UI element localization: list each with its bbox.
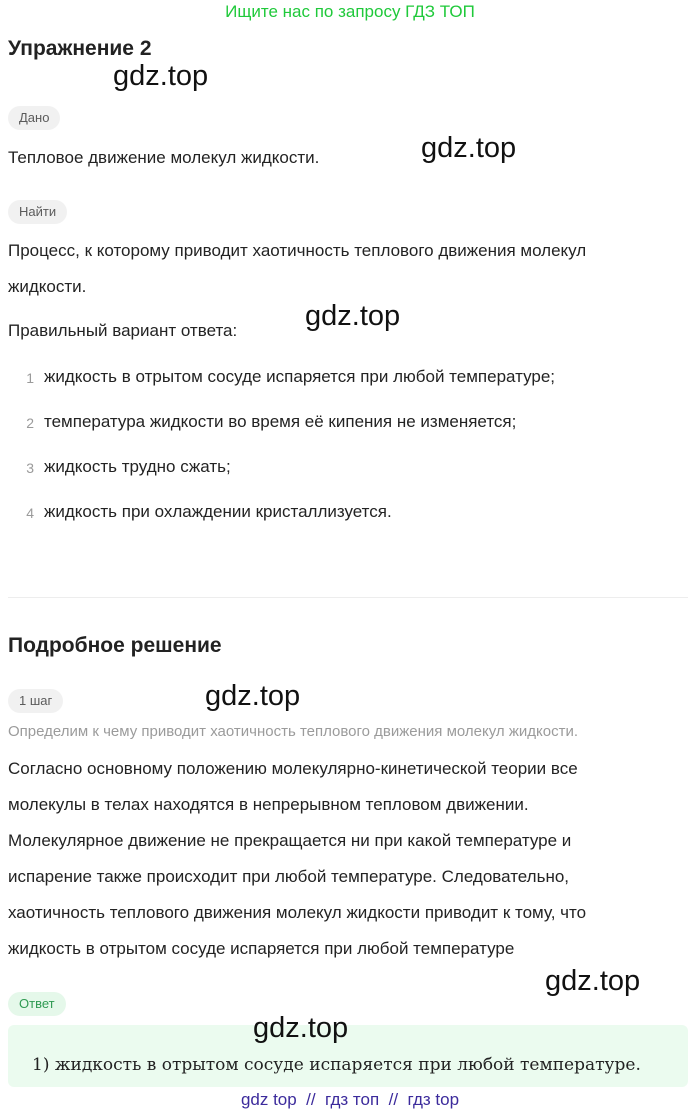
given-text: Тепловое движение молекул жидкости.	[8, 148, 320, 167]
step-hint: Определим к чему приводит хаотичность теплового движения молекул жидкости.	[8, 723, 578, 740]
solution-line: жидкость в отрытом сосуде испаряется при любой температуре	[8, 939, 515, 958]
solution-line: молекулы в телах находятся в непрерывном тепловом движении.	[8, 795, 529, 814]
promo-banner: Ищите нас по запросу ГДЗ ТОП	[225, 2, 475, 21]
answer-badge: Ответ	[8, 992, 66, 1016]
answer-text: 1) жидкость в отрытом сосуде испаряется при любой температуре.	[32, 1055, 641, 1075]
find-text-line-1: Процесс, к которому приводит хаотичность теплового движения молекул	[8, 241, 587, 260]
footer-links: gdz top // гдз топ // гдз top	[240, 1090, 460, 1109]
watermark: gdz.top	[545, 965, 641, 997]
option-text: жидкость трудно сжать;	[44, 457, 231, 476]
solution-line: Согласно основному положению молекулярно-кинетической теории все	[8, 759, 578, 778]
step-badge: 1 шаг	[8, 689, 63, 713]
watermark: gdz.top	[205, 680, 301, 712]
find-text-line-2: жидкости.	[8, 277, 87, 296]
option-text: температура жидкости во время её кипения не изменяется;	[44, 412, 517, 431]
option-text: жидкость при охлаждении кристаллизуется.	[44, 502, 392, 521]
watermark: gdz.top	[305, 300, 401, 332]
option-number: 1	[26, 370, 34, 386]
watermark: gdz.top	[421, 132, 517, 164]
watermark: gdz.top	[113, 60, 209, 92]
option-number: 2	[26, 415, 34, 431]
find-badge: Найти	[8, 200, 67, 224]
watermark: gdz.top	[253, 1012, 349, 1044]
solution-line: испарение также происходит при любой температуре. Следовательно,	[8, 867, 570, 886]
solution-text	[8, 751, 668, 967]
option-number: 4	[26, 505, 34, 521]
option-text: жидкость в отрытом сосуде испаряется при любой температуре;	[44, 367, 556, 386]
exercise-title: Упражнение 2	[8, 37, 152, 60]
option-number: 3	[26, 460, 34, 476]
correct-answer-label: Правильный вариант ответа:	[8, 321, 238, 340]
section-divider	[8, 597, 688, 598]
solution-line: Молекулярное движение не прекращается ни при какой температуре и	[8, 831, 572, 850]
solution-line: хаотичность теплового движения молекул жидкости приводит к тому, что	[8, 903, 587, 922]
given-badge: Дано	[8, 106, 60, 130]
solution-title: Подробное решение	[8, 634, 222, 657]
